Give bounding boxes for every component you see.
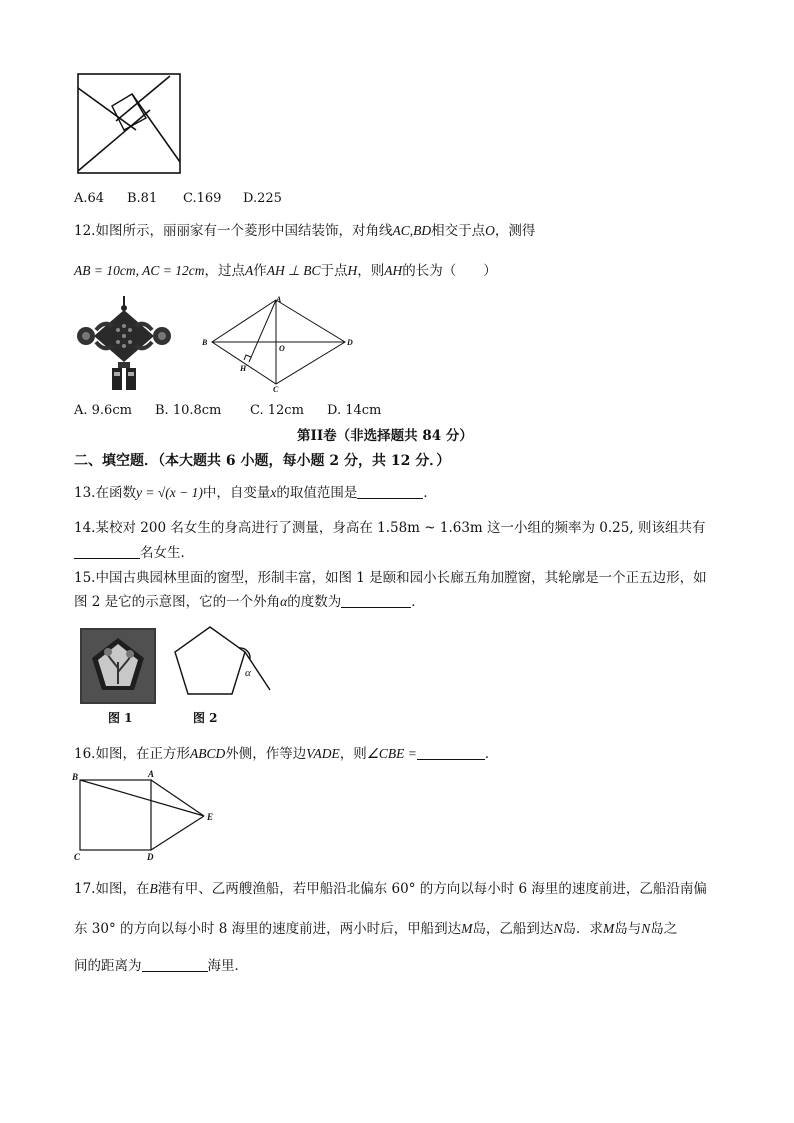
option-a: A.64 xyxy=(74,191,105,206)
label-a: A xyxy=(276,295,282,304)
label-d: D xyxy=(347,338,353,347)
option-d: D. 14cm xyxy=(327,403,382,418)
q17-line2: 东 30° 的方向以每小时 8 海里的速度前进，两小时后，甲船到达M岛，乙船到达N岛．求M岛与N岛之 xyxy=(74,921,678,937)
option-d: D.225 xyxy=(243,191,282,206)
q15-line1: 15.中国古典园林里面的窗型，形制丰富，如图 1 是颐和园小长廊五角加膛窗，其轮廓是一个正五边形，如 xyxy=(74,570,707,586)
answer-blank[interactable] xyxy=(417,745,485,760)
q12-line2: AB = 10cm, AC = 12cm，过点A作AH ⊥ BC于点H，则AH的长为（ ） xyxy=(74,263,497,279)
q17-line3: 间的距离为 海里． xyxy=(74,958,248,974)
label-o: O xyxy=(279,344,285,353)
label-c: C xyxy=(273,385,279,394)
label-b: B xyxy=(202,338,208,347)
q16: 16.如图，在正方形ABCD外侧，作等边VADE，则∠CBE = ． xyxy=(74,746,499,762)
label-h: H xyxy=(240,364,247,373)
label-b: B xyxy=(72,772,79,782)
q12-rhombus-figure xyxy=(200,294,360,394)
label-c: C xyxy=(74,852,81,862)
answer-blank[interactable] xyxy=(341,593,411,608)
label-e: E xyxy=(207,812,214,822)
q15-line2: 图 2 是它的示意图，它的一个外角α的度数为 ． xyxy=(74,594,425,610)
alpha-label: α xyxy=(245,667,251,679)
q16-square-figure xyxy=(70,768,220,864)
fig2-caption: 图 2 xyxy=(193,711,218,725)
q14-line2: 名女生． xyxy=(74,544,194,562)
section2-title: 二、填空题．（本大题共 6 小题，每小题 2 分，共 12 分．） xyxy=(74,453,451,469)
q12-line1: 12.如图所示，丽丽家有一个菱形中国结装饰，对角线AC,BD相交于点O，测得 xyxy=(74,223,536,239)
label-d: D xyxy=(147,852,154,862)
label-a: A xyxy=(148,769,155,779)
option-c: C. 12cm xyxy=(250,403,304,418)
fig1-caption: 图 1 xyxy=(108,711,133,725)
q15-pentagon-figure xyxy=(170,624,274,704)
answer-blank[interactable] xyxy=(142,957,208,972)
q13: 13.在函数y = √(x − 1)中，自变量x的取值范围是 ． xyxy=(74,485,437,501)
chinese-knot-image xyxy=(74,296,174,392)
answer-blank[interactable] xyxy=(357,484,423,499)
option-b: B. 10.8cm xyxy=(155,403,222,418)
q15-window-photo xyxy=(80,628,156,704)
option-b: B.81 xyxy=(127,191,158,206)
part2-title: 第II卷（非选择题共 84 分） xyxy=(297,428,473,444)
q17-line1: 17.如图，在B港有甲、乙两艘渔船，若甲船沿北偏东 60° 的方向以每小时 6 海里的速度前进，乙船沿南偏 xyxy=(74,881,707,897)
answer-blank[interactable] xyxy=(74,544,140,559)
q14-line1: 14.某校对 200 名女生的身高进行了测量，身高在 1.58m ~ 1.63m 这一小组的频率为 0.25, 则该组共有 xyxy=(74,520,706,536)
q11-figure xyxy=(76,72,184,176)
option-a: A. 9.6cm xyxy=(74,403,132,418)
option-c: C.169 xyxy=(183,191,222,206)
